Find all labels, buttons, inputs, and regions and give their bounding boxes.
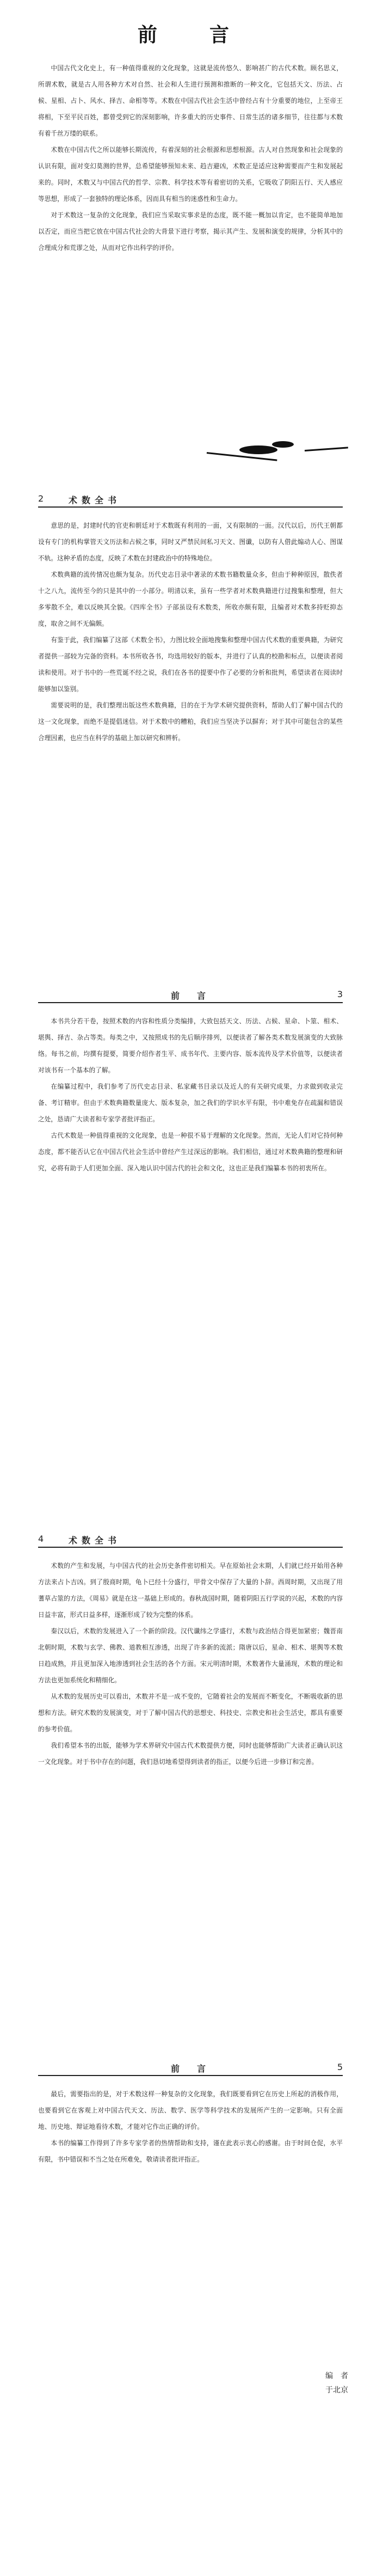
ink-blot [239, 445, 277, 454]
page-3-body [38, 1013, 343, 1176]
page-5 [0, 2042, 383, 2576]
signature-block [218, 2369, 348, 2397]
paragraph: 术数在中国古代之所以能够长期流传，有着深刻的社会根源和思想根源。古人对自然现象和社会现象的认识有限，面对变幻莫测的世界，总希望能够预知未来、趋吉避凶，术数正是适应这种需要而产生和发展起来的。同时，术数又与中国古代的哲学、宗教、科学技术等有着密切的关系，它吸收了阴阳五行、天人感应等思想，形成了一套独特的理论体系，因而具有相当的迷惑性和生命力。 [38, 146, 343, 203]
running-head: 术数全书 [69, 1535, 121, 1546]
page-header [38, 986, 343, 1003]
ink-streak [305, 447, 348, 451]
page-number: 4 [38, 1534, 44, 1544]
paragraph: 术数的产生和发展，与中国古代的社会历史条件密切相关。早在原始社会末期，人们就已经开始用各种方法来占卜吉凶。到了殷商时期，龟卜已经十分盛行，甲骨文中保存了大量的卜辞。西周时期，又出现了用蓍草占筮的方法，《周易》就是在这一基础上形成的。春秋战国时期，随着阴阳五行学说的兴起，术数的内容日益丰富，形式日益多样，逐渐形成了较为完整的体系。 [38, 1562, 343, 1619]
page-2 [0, 479, 383, 969]
page-number: 3 [337, 989, 343, 999]
paragraph: 在编纂过程中，我们参考了历代史志目录、私家藏书目录以及近人的有关研究成果，力求做到收录完备、考订精审。但由于术数典籍数量庞大、版本复杂，加之我们的学识水平有限，书中难免存在疏漏和错误之处，恳请广大读者和专家学者批评指正。 [38, 1083, 343, 1123]
signature-line: 编 者 [325, 2372, 348, 2380]
paragraph: 需要说明的是，我们整理出版这些术数典籍，目的在于为学术研究提供资料，帮助人们了解中国古代的这一文化现象，而绝不是提倡迷信。对于术数中的糟粕，我们应当坚决予以摒弃；对于其中可能包含的某些合理因素，也应当在科学的基础上加以研究和辨析。 [38, 701, 343, 742]
paragraph: 对于术数这一复杂的文化现象，我们应当采取实事求是的态度，既不能一概加以肯定，也不能简单地加以否定，而应当把它放在中国古代社会的大背景下进行考察，揭示其产生、发展和演变的规律，分析其中的合理成分和荒谬之处，从而对它作出科学的评价。 [38, 211, 343, 252]
paragraph: 最后，需要指出的是，对于术数这样一种复杂的文化现象，我们既要看到它在历史上所起的消极作用，也要看到它在客观上对中国古代天文、历法、数学、医学等科学技术的发展所产生的一定影响。只有全面地、历史地、辩证地看待术数，才能对它作出正确的评价。 [38, 2090, 343, 2131]
page-header [38, 1530, 343, 1548]
page-1 [0, 0, 383, 479]
paragraph: 术数典籍的流传情况也颇为复杂。历代史志目录中著录的术数书籍数量众多，但由于种种原因，散佚者十之八九，流传至今的只是其中的一小部分。明清以来，虽有一些学者对术数典籍进行过搜集和整理，但大多零散不全，难以反映其全貌。《四库全书》子部虽设有术数类，所收亦颇有限，且编者对术数多持贬抑态度，取舍之间不无偏颇。 [38, 571, 343, 627]
page-number: 2 [38, 493, 44, 504]
paragraph: 意思的是，封建时代的官吏和朝廷对于术数既有利用的一面，又有限制的一面。汉代以后，历代王朝都设有专门的机构掌管天文历法和占候之事，同时又严禁民间私习天文、图谶，以防有人借此煽动人心、图谋不轨。这种矛盾的态度，反映了术数在封建政治中的特殊地位。 [38, 522, 343, 562]
running-head: 前 言 [170, 2064, 210, 2074]
page-2-body [38, 517, 343, 746]
page-1-body [38, 60, 343, 256]
paragraph: 我们希望本书的出版，能够为学术界研究中国古代术数提供方便，同时也能够帮助广大读者正确认识这一文化现象。对于书中存在的问题，我们恳切地希望得到读者的指正，以便今后进一步修订和完善。 [38, 1742, 343, 1766]
page-header [38, 490, 343, 508]
page-number: 5 [337, 2062, 343, 2072]
paragraph: 中国古代文化史上，有一种值得重视的文化现象，这就是流传悠久、影响甚广的古代术数。顾名思义，所谓术数，就是古人用各种方术对自然、社会和人生进行预测和推断的一种文化，它包括天文、历法、占候、星相、占卜、风水、择吉、命相等等。术数在中国古代社会生活中曾经占有十分重要的地位，上至帝王将相，下至平民百姓，都曾受到它的深刻影响，许多重大的历史事件、日常生活的诸多细节，往往都与术数有着千丝万缕的联系。 [38, 64, 343, 137]
signature-line: 于北京 [325, 2386, 348, 2395]
paragraph: 秦汉以后，术数的发展进入了一个新的阶段。汉代谶纬之学盛行，术数与政治结合得更加紧密；魏晋南北朝时期，术数与玄学、佛教、道教相互渗透，出现了许多新的流派；隋唐以后，星命、相术、堪舆等术数日趋成熟，并且更加深入地渗透到社会生活的各个方面。宋元明清时期，术数著作大量涌现，术数的理论和方法也更加系统化和精细化。 [38, 1627, 343, 1684]
page-4-body [38, 1558, 343, 1770]
paragraph: 本书共分若干卷，按照术数的内容和性质分类编排，大致包括天文、历法、占候、星命、卜筮、相术、堪舆、择吉、杂占等类。每类之中，又按照成书的先后顺序排列，以便读者了解各类术数发展演变的大致脉络。每书之前，均撰有提要，简要介绍作者生平、成书年代、主要内容、版本流传及学术价值等，以便读者对该书有一个基本的了解。 [38, 1017, 343, 1074]
paragraph: 古代术数是一种值得重视的文化现象，也是一种很不易于理解的文化现象。然而，无论人们对它持何种态度，都不能否认它在中国古代社会生活中曾经产生过深远的影响。我们相信，通过对术数典籍的整理和研究，必将有助于人们更加全面、深入地认识中国古代的社会和文化，这也正是我们编纂本书的初衷所在。 [38, 1132, 343, 1172]
paragraph: 本书的编纂工作得到了许多专家学者的热情帮助和支持，谨在此表示衷心的感谢。由于时间仓促，水平有限，书中错误和不当之处在所难免，敬请读者批评指正。 [38, 2139, 343, 2163]
page-4 [0, 1514, 383, 2042]
paragraph: 从术数的发展历史可以看出，术数并不是一成不变的，它随着社会的发展而不断变化，不断吸收新的思想和方法。研究术数的发展演变，对于了解中国古代的思想史、科技史、宗教史和社会生活史，都具有重要的参考价值。 [38, 1693, 343, 1733]
page-5-body [38, 2086, 343, 2168]
running-head: 前 言 [170, 991, 210, 1001]
page-3 [0, 969, 383, 1514]
paragraph: 有鉴于此，我们编纂了这部《术数全书》，力图比较全面地搜集和整理中国古代术数的重要典籍，为研究者提供一部较为完备的资料。本书所收各书，均选用较好的版本，并进行了认真的校勘和标点，以便读者阅读和使用。对于书中的一些荒诞不经之说，我们在各书的提要中作了必要的分析和批判，希望读者在阅读时能够加以鉴别。 [38, 636, 343, 693]
running-head: 术数全书 [69, 495, 121, 505]
page-header [38, 2059, 343, 2076]
page-title: 前 言 [137, 23, 245, 46]
ink-blot [272, 441, 294, 448]
